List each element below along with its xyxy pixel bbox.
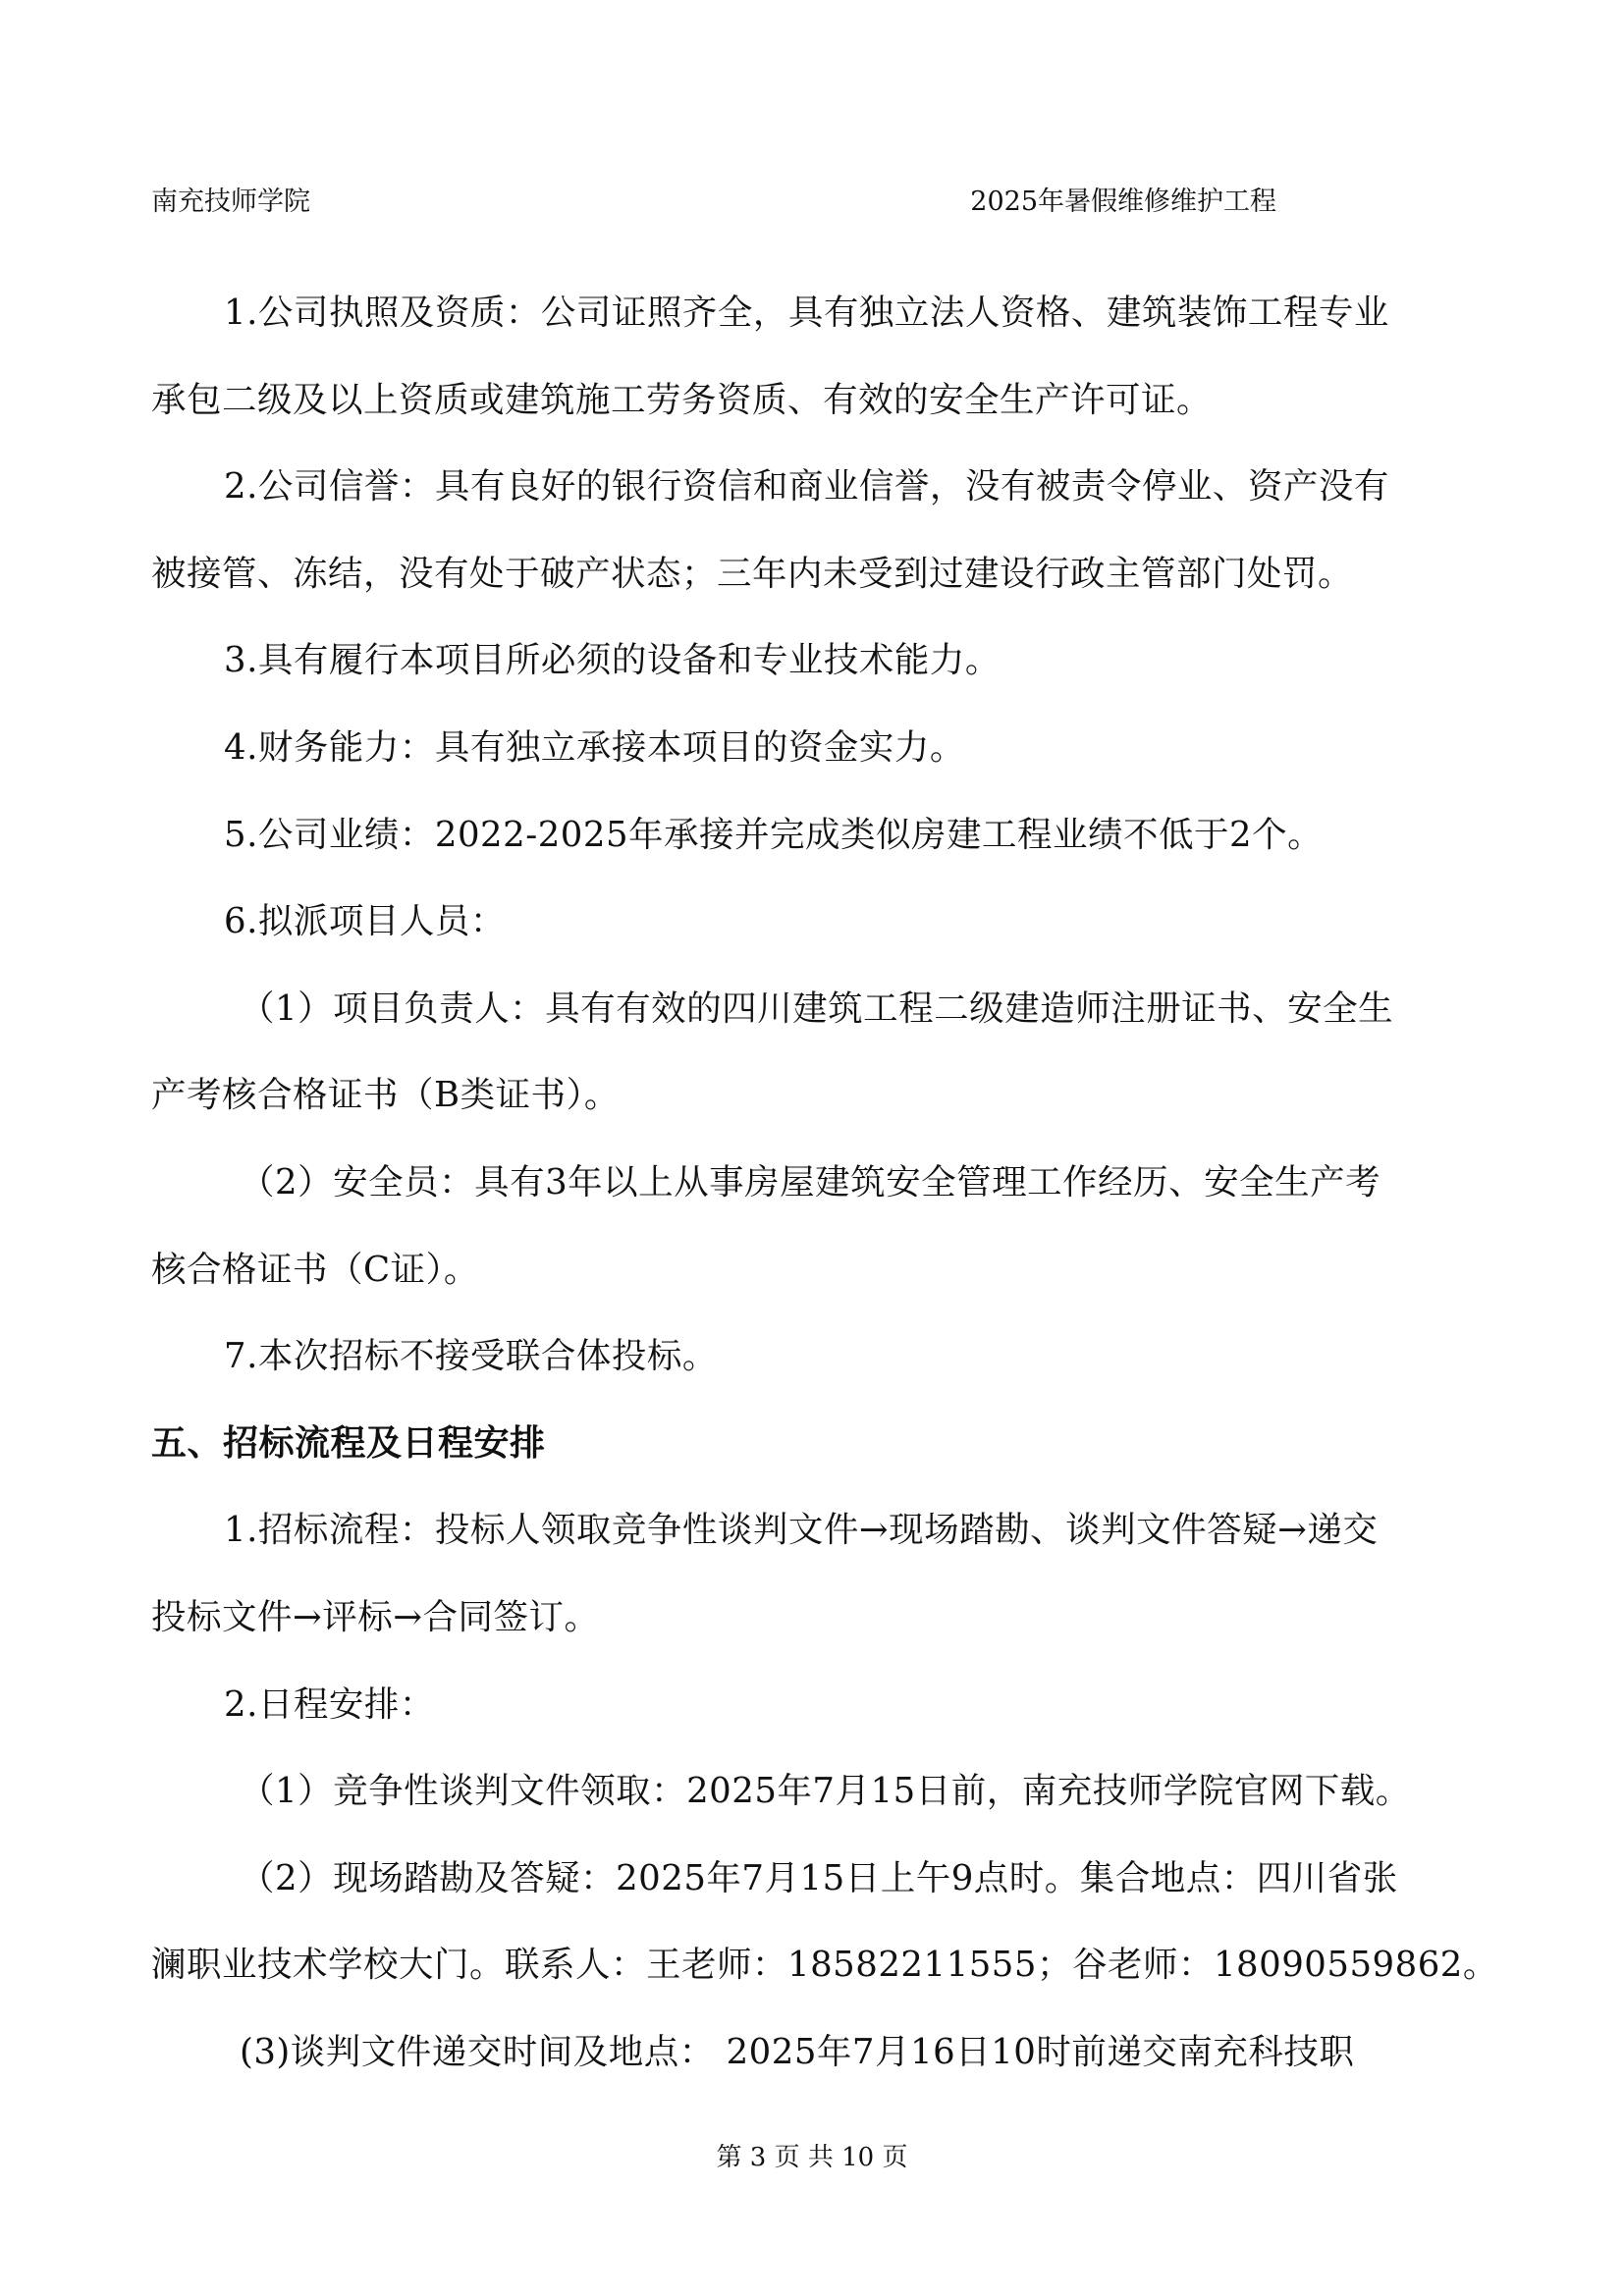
paragraph-license-line-2: 承包二级及以上资质或建筑施工劳务资质、有效的安全生产许可证。 [151,379,1213,420]
paragraph-personnel: 6.拟派项目人员： [224,901,506,942]
paragraph-process-line-1: 1.招标流程：投标人领取竞争性谈判文件→现场踏勘、谈判文件答疑→递交 [224,1510,1379,1551]
paragraph-safety-officer-line-2: 核合格证书（C证）。 [151,1249,479,1290]
page-header [0,183,1624,222]
document-body [151,270,1498,2096]
paragraph-finance: 4.财务能力：具有独立承接本项目的资金实力。 [224,726,965,768]
paragraph-project-lead-line-1: （1）项目负责人：具有有效的四川建筑工程二级建造师注册证书、安全生 [240,988,1394,1029]
paragraph-schedule-site-visit-line-1: （2）现场踏勘及答疑：2025年7月15日上午9点时。集合地点：四川省张 [240,1857,1398,1898]
paragraph-reputation-line-1: 2.公司信誉：具有良好的银行资信和商业信誉，没有被责令停业、资产没有 [224,466,1389,507]
paragraph-equipment: 3.具有履行本项目所必须的设备和专业技术能力。 [224,640,1001,681]
section-heading-bidding-process: 五、招标流程及日程安排 [151,1422,546,1464]
paragraph-safety-officer-line-1: （2）安全员：具有3年以上从事房屋建筑安全管理工作经历、安全生产考 [240,1161,1381,1202]
paragraph-reputation-line-2: 被接管、冻结，没有处于破产状态；三年内未受到过建设行政主管部门处罚。 [151,553,1354,594]
paragraph-schedule-site-visit-line-2: 澜职业技术学校大门。联系人：王老师：18582211555；谷老师：18090559862。 [151,1945,1498,1986]
header-institution: 南充技师学院 [151,187,310,217]
paragraph-performance: 5.公司业绩：2022-2025年承接并完成类似房建工程业绩不低于2个。 [224,814,1324,855]
paragraph-license-line-1: 1.公司执照及资质：公司证照齐全，具有独立法人资格、建筑装饰工程专业 [224,293,1389,333]
paragraph-schedule-submission: (3)谈判文件递交时间及地点： 2025年7月16日10时前递交南充科技职 [240,2031,1355,2072]
paragraph-schedule-document-pickup: （1）竞争性谈判文件领取：2025年7月15日前，南充技师学院官网下载。 [240,1771,1411,1812]
paragraph-project-lead-line-2: 产考核合格证书（B类证书）。 [151,1075,620,1116]
header-project-title: 2025年暑假维修维护工程 [970,187,1276,217]
paragraph-process-line-2: 投标文件→评标→合同签订。 [151,1596,600,1637]
paragraph-no-consortium: 7.本次招标不接受联合体投标。 [224,1336,718,1377]
paragraph-schedule: 2.日程安排： [224,1683,435,1725]
page-number-footer: 第 3 页 共 10 页 [716,2143,908,2172]
